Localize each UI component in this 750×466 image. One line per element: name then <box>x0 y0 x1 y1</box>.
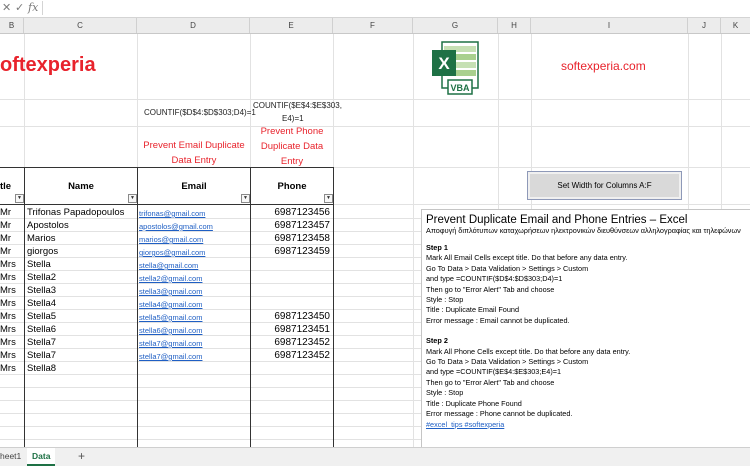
column-header-j[interactable]: J <box>688 18 721 33</box>
column-header-k[interactable]: K <box>732 21 739 30</box>
panel-title: Prevent Duplicate Email and Phone Entries – Excel <box>426 214 688 226</box>
step1-line: Error message : Email cannot be duplicated. <box>426 315 570 325</box>
step1-line: Style : Stop <box>426 295 464 305</box>
filter-dropdown-icon[interactable]: ▼ <box>128 194 137 203</box>
formula-phone-line2: E4)=1 <box>282 114 304 123</box>
step2-line: Style : Stop <box>426 388 464 398</box>
column-header-e[interactable]: E <box>250 18 333 33</box>
excel-vba-icon <box>430 40 480 98</box>
cell-name[interactable]: Stella6 <box>27 324 57 335</box>
confirm-icon[interactable]: ✓ <box>15 2 25 14</box>
column-headers <box>0 18 750 34</box>
step2-line: Mark All Phone Cells except title. Do that before any data entry. <box>426 346 631 356</box>
phone-warning-line3: Entry <box>280 156 304 167</box>
cell-phone[interactable]: 6987123452 <box>274 337 330 348</box>
cell-email[interactable]: trifonas@gmail.com <box>139 209 206 218</box>
formula-email: COUNTIF($D$4:$D$303;D4)=1 <box>144 108 256 117</box>
cell-name[interactable]: Stella8 <box>27 363 57 374</box>
cell-phone[interactable]: 6987123458 <box>274 233 330 244</box>
formula-bar <box>0 0 750 18</box>
header-name: Name <box>68 181 94 192</box>
cell-name[interactable]: Stella7 <box>27 337 57 348</box>
phone-warning <box>251 124 333 169</box>
function-icon[interactable]: fx <box>28 1 39 14</box>
add-sheet-icon[interactable]: + <box>78 449 86 463</box>
column-header-c[interactable]: C <box>24 18 137 33</box>
cancel-icon[interactable]: ✕ <box>2 2 12 14</box>
email-warning <box>138 138 250 168</box>
cell-title[interactable]: Mrs <box>0 259 16 270</box>
cell-title[interactable]: Mrs <box>0 337 16 348</box>
cell-phone[interactable]: 6987123456 <box>274 207 330 218</box>
cell-phone[interactable]: 6987123459 <box>274 246 330 257</box>
header-phone: Phone <box>277 181 307 192</box>
cell-email[interactable]: stella6@gmail.com <box>139 326 203 335</box>
cell-name[interactable]: Trifonas Papadopoulos <box>27 207 125 218</box>
cell-title[interactable]: Mrs <box>0 363 16 374</box>
cell-title[interactable]: Mr <box>0 246 12 257</box>
softexperia-logo: oftexperia <box>0 54 96 76</box>
filter-dropdown-icon[interactable]: ▼ <box>241 194 250 203</box>
cell-title[interactable]: Mr <box>0 207 12 218</box>
phone-warning-line2: Duplicate Data <box>260 141 324 152</box>
header-title: tle <box>0 181 12 192</box>
header-email: Email <box>181 181 207 192</box>
step1-line: Title : Duplicate Email Found <box>426 305 520 315</box>
panel-subtitle: Αποφυγή διπλότυπων καταχωρήσεων ηλεκτρονικών διευθύνσεων αλληλογραφίας και τηλεφώνων <box>426 226 741 235</box>
cell-email[interactable]: marios@gmail.com <box>139 235 204 244</box>
email-warning-line2: Data Entry <box>171 155 217 166</box>
cell-title[interactable]: Mrs <box>0 324 16 335</box>
cell-title[interactable]: Mrs <box>0 285 16 296</box>
cell-phone[interactable]: 6987123450 <box>274 311 330 322</box>
cell-name[interactable]: Apostolos <box>27 220 69 231</box>
tab-data[interactable]: Data <box>27 448 55 466</box>
cell-name[interactable]: Stella5 <box>27 311 57 322</box>
cell-title[interactable]: Mrs <box>0 272 16 283</box>
step2-line: and type =COUNTIF($E$4:$E$303;E4)=1 <box>426 367 562 377</box>
cell-email[interactable]: stella4@gmail.com <box>139 300 203 309</box>
column-header-b[interactable]: B <box>0 18 24 33</box>
tab-sheet1[interactable]: heet1 <box>0 451 22 461</box>
cell-phone[interactable]: 6987123457 <box>274 220 330 231</box>
cell-email[interactable]: stella2@gmail.com <box>139 274 203 283</box>
step2-title: Step 2 <box>426 336 448 346</box>
column-header-g[interactable]: G <box>413 18 498 33</box>
cell-email[interactable]: stella@gmail.com <box>139 261 199 270</box>
cell-phone[interactable]: 6987123452 <box>274 350 330 361</box>
cell-title[interactable]: Mr <box>0 220 12 231</box>
formula-input[interactable] <box>42 1 750 15</box>
step1-line: and type =COUNTIF($D$4:$D$303;D4)=1 <box>426 274 563 284</box>
cell-email[interactable]: stella7@gmail.com <box>139 339 203 348</box>
cell-name[interactable]: Stella7 <box>27 350 57 361</box>
cell-name[interactable]: Stella4 <box>27 298 57 309</box>
step2-line: Error message : Phone cannot be duplicated. <box>426 409 573 419</box>
column-header-h[interactable]: H <box>498 18 531 33</box>
email-warning-line1: Prevent Email Duplicate <box>143 140 245 151</box>
step2-line: Go To Data > Data Validation > Settings > Custom <box>426 357 589 367</box>
phone-warning-line1: Prevent Phone <box>260 126 324 137</box>
column-header-i[interactable]: I <box>531 18 688 33</box>
step1-line: Then go to "Error Alert" Tab and choose <box>426 284 555 294</box>
svg-text:X: X <box>438 54 450 73</box>
step2-line: Then go to "Error Alert" Tab and choose <box>426 377 555 387</box>
column-header-d[interactable]: D <box>137 18 250 33</box>
step1-line: Go To Data > Data Validation > Settings > Custom <box>426 263 589 273</box>
cell-name[interactable]: Stella2 <box>27 272 57 283</box>
cell-title[interactable]: Mr <box>0 233 12 244</box>
cell-title[interactable]: Mrs <box>0 298 16 309</box>
step1-line: Mark All Email Cells except title. Do that before any data entry. <box>426 253 628 263</box>
cell-phone[interactable]: 6987123451 <box>274 324 330 335</box>
hashtags-link[interactable]: #excel_tips #softexperia <box>426 419 505 429</box>
step2-line: Title : Duplicate Phone Found <box>426 398 522 408</box>
cell-name[interactable]: Stella3 <box>27 285 57 296</box>
filter-dropdown-icon[interactable]: ▼ <box>324 194 333 203</box>
set-width-button[interactable]: Set Width for Columns A:F <box>527 171 682 200</box>
cell-email[interactable]: stella7@gmail.com <box>139 352 203 361</box>
filter-dropdown-icon[interactable]: ▼ <box>15 194 24 203</box>
cell-name[interactable]: Marios <box>27 233 56 244</box>
cell-email[interactable]: giorgos@gmail.com <box>139 248 206 257</box>
formula-phone-line1: COUNTIF($E$4:$E$303, <box>253 101 342 110</box>
cell-email[interactable]: stella3@gmail.com <box>139 287 203 296</box>
cell-email[interactable]: apostolos@gmail.com <box>139 222 213 231</box>
column-header-f[interactable]: F <box>333 18 413 33</box>
cell-email[interactable]: stella5@gmail.com <box>139 313 203 322</box>
cell-name[interactable]: Stella <box>27 259 51 270</box>
instructions-panel[interactable] <box>421 209 750 448</box>
sheet-tabs <box>0 447 750 466</box>
cell-title[interactable]: Mrs <box>0 350 16 361</box>
cell-name[interactable]: giorgos <box>27 246 59 257</box>
cell-title[interactable]: Mrs <box>0 311 16 322</box>
site-url: softexperia.com <box>561 59 646 73</box>
step1-title: Step 1 <box>426 243 448 252</box>
svg-text:VBA: VBA <box>450 83 470 93</box>
